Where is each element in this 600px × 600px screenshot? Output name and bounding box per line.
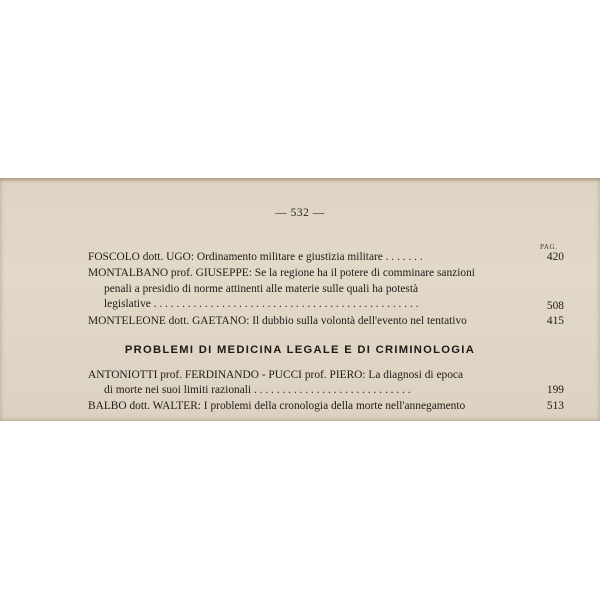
entry-balbo-line-1: BALBO dott. WALTER: I problemi della cronologia della morte nell'annegamento bbox=[88, 400, 466, 412]
entry-montalbano-line-2: penali a presidio di norme attinenti alle materie sulle quali ha potestà bbox=[104, 283, 419, 295]
entry-foscolo-page: 420 bbox=[546, 251, 564, 263]
entry-monteleone-line-1: MONTELEONE dott. GAETANO: Il dubbio sulla volontà dell'evento nel tentativo bbox=[88, 315, 467, 327]
entry-antoniotti-page: 199 bbox=[546, 384, 564, 396]
page-top-edge bbox=[0, 178, 600, 182]
entry-antoniotti-line-1: ANTONIOTTI prof. FERDINANDO - PUCCI prof. PIERO: La diagnosi di epoca bbox=[88, 369, 463, 381]
entry-monteleone-page: 415 bbox=[546, 315, 564, 327]
entry-montalbano-line-1: MONTALBANO prof. GIUSEPPE: Se la regione ha il potere di comminare sanzioni bbox=[88, 267, 475, 279]
pag-column-label: PAG. bbox=[540, 243, 558, 251]
section-heading: PROBLEMI DI MEDICINA LEGALE E DI CRIMINOLOGIA bbox=[124, 344, 476, 356]
entry-balbo-page: 513 bbox=[546, 400, 564, 412]
entry-montalbano-page: 508 bbox=[546, 300, 564, 312]
page-number: — 532 — bbox=[275, 207, 325, 219]
entry-antoniotti-line-2: di morte nei suoi limiti razionali . . . . . . . . . . . . . . . . . . . . . . . . . . . . bbox=[104, 384, 411, 396]
entry-montalbano-line-3: legislative . . . . . . . . . . . . . . . . . . . . . . . . . . . . . . . . . . . . . . . . . . . . . . . bbox=[104, 298, 419, 310]
entry-foscolo-line-1: FOSCOLO dott. UGO: Ordinamento militare e giustizia militare . . . . . . . bbox=[88, 251, 423, 263]
